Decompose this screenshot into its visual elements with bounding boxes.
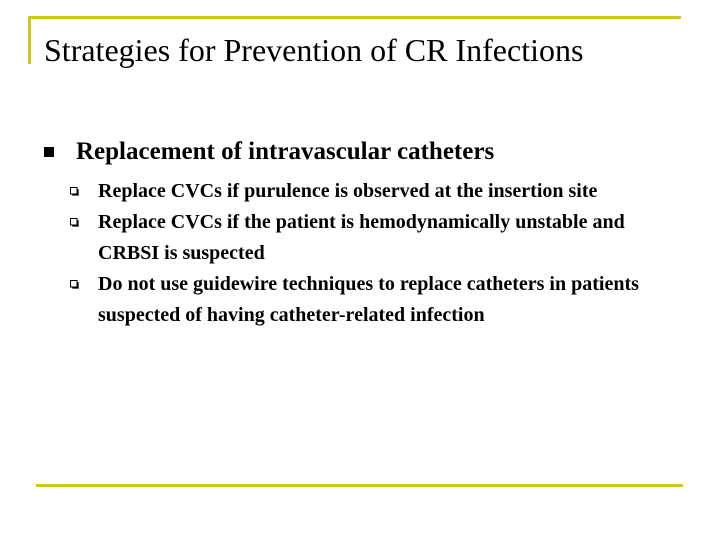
sub-bullet-text: Replace CVCs if the patient is hemodynamically unstable and CRBSI is suspected [98,211,625,264]
slide-title: Strategies for Prevention of CR Infections [44,32,584,68]
main-bullet-text: Replacement of intravascular catheters [76,138,495,165]
footer-rule [36,484,683,487]
sub-bullet-item [70,176,690,207]
hollow-square-bullet-icon [70,187,79,196]
title-rule-left [28,16,31,64]
sub-bullet-text: Do not use guidewire techniques to replace catheters in patients suspected of having catheter-related infection [98,273,639,326]
sub-bullet-item [70,269,690,331]
sub-bullet-item [70,207,690,269]
hollow-square-bullet-icon [70,218,79,227]
sub-bullet-text: Replace CVCs if purulence is observed at the insertion site [98,180,598,202]
sub-bullet-list [70,176,690,331]
hollow-square-bullet-icon [70,280,79,289]
square-bullet-icon [44,147,54,157]
title-rule-top [28,16,681,19]
